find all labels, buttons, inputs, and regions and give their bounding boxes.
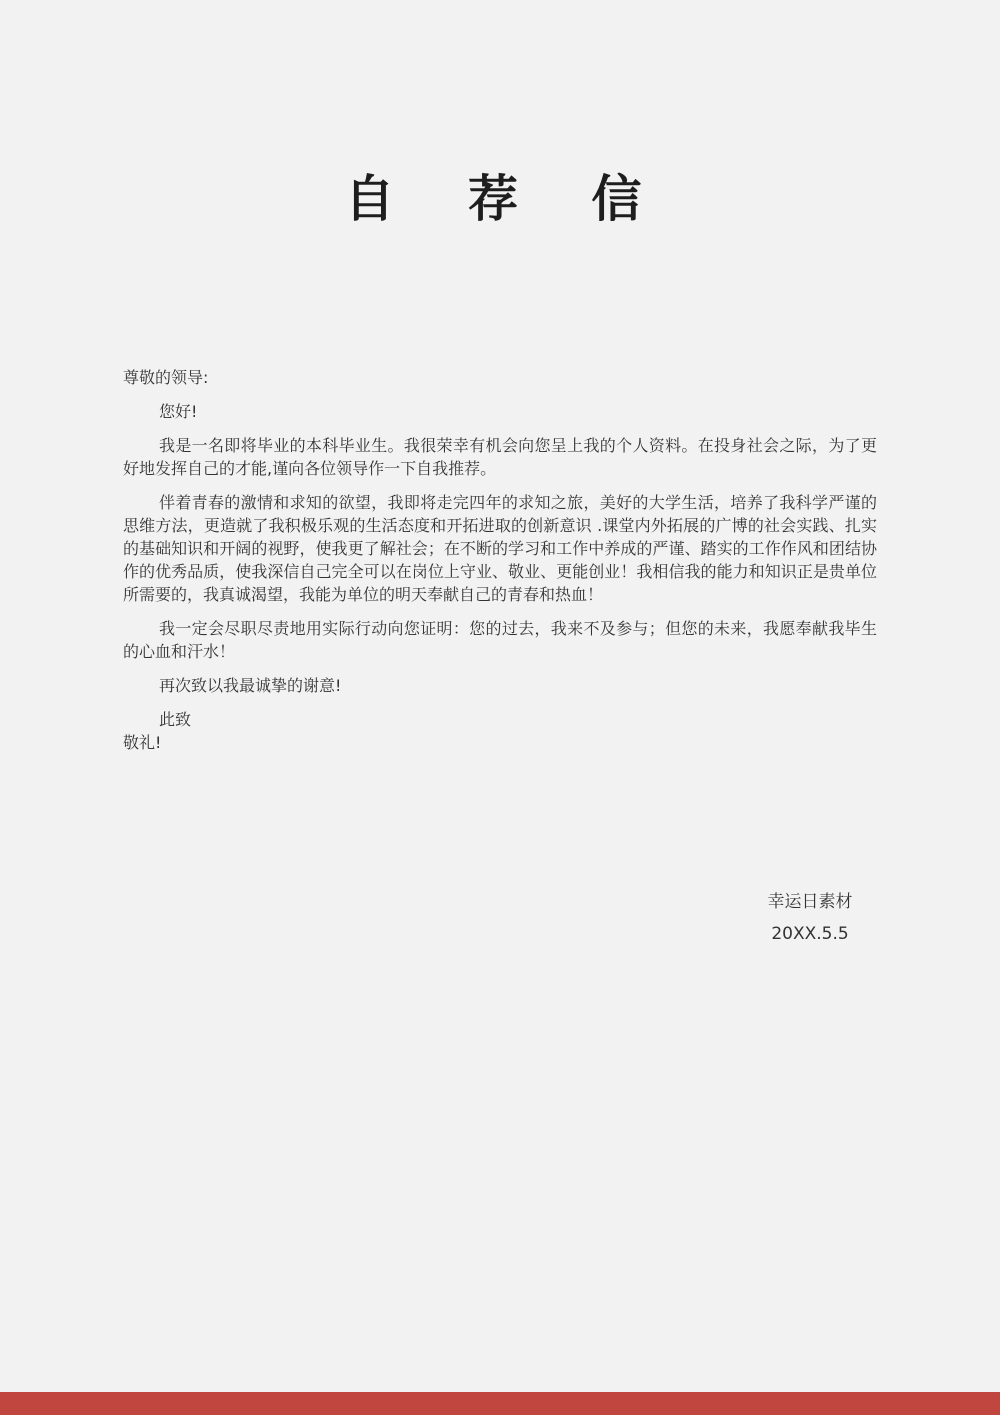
signature-block [740, 886, 880, 950]
signature-name: 幸运日素材 [767, 892, 853, 912]
letter-body [123, 366, 877, 754]
salutation: 尊敬的领导: [123, 368, 209, 387]
signature-date: 20XX.5.5 [771, 924, 849, 944]
paragraph-4: 再次致以我最诚挚的谢意! [159, 676, 342, 695]
paragraph-1: 我是一名即将毕业的本科毕业生。我很荣幸有机会向您呈上我的个人资料。在投身社会之际，为了更好地发挥自己的才能,谨向各位领导作一下自我推荐。 [123, 436, 877, 478]
paragraph-3: 我一定会尽职尽责地用实际行动向您证明：您的过去，我来不及参与；但您的未来，我愿奉献我毕生的心血和汗水！ [123, 619, 877, 661]
regards: 敬礼! [123, 733, 162, 752]
footer-accent-bar [0, 1392, 1000, 1415]
page-title: 自 荐 信 [344, 170, 670, 228]
paragraph-2: 伴着青春的激情和求知的欲望，我即将走完四年的求知之旅，美好的大学生活，培养了我科学严谨的思维方法，更造就了我积极乐观的生活态度和开拓进取的创新意识 .课堂内外拓展的广博的社会实践、扎实的基础知识和开阔的视野，使我更了解社会；在不断的学习和工作中养成的严谨、踏实的工作作风和团结协作的优秀品质，使我深信自己完全可以在岗位上守业、敬业、更能创业！我相信我的能力和知识正是贵单位所需要的，我真诚渴望，我能为单位的明天奉献自己的青春和热血！ [123, 493, 877, 604]
greeting: 您好! [159, 402, 198, 421]
closing: 此致 [159, 710, 192, 729]
